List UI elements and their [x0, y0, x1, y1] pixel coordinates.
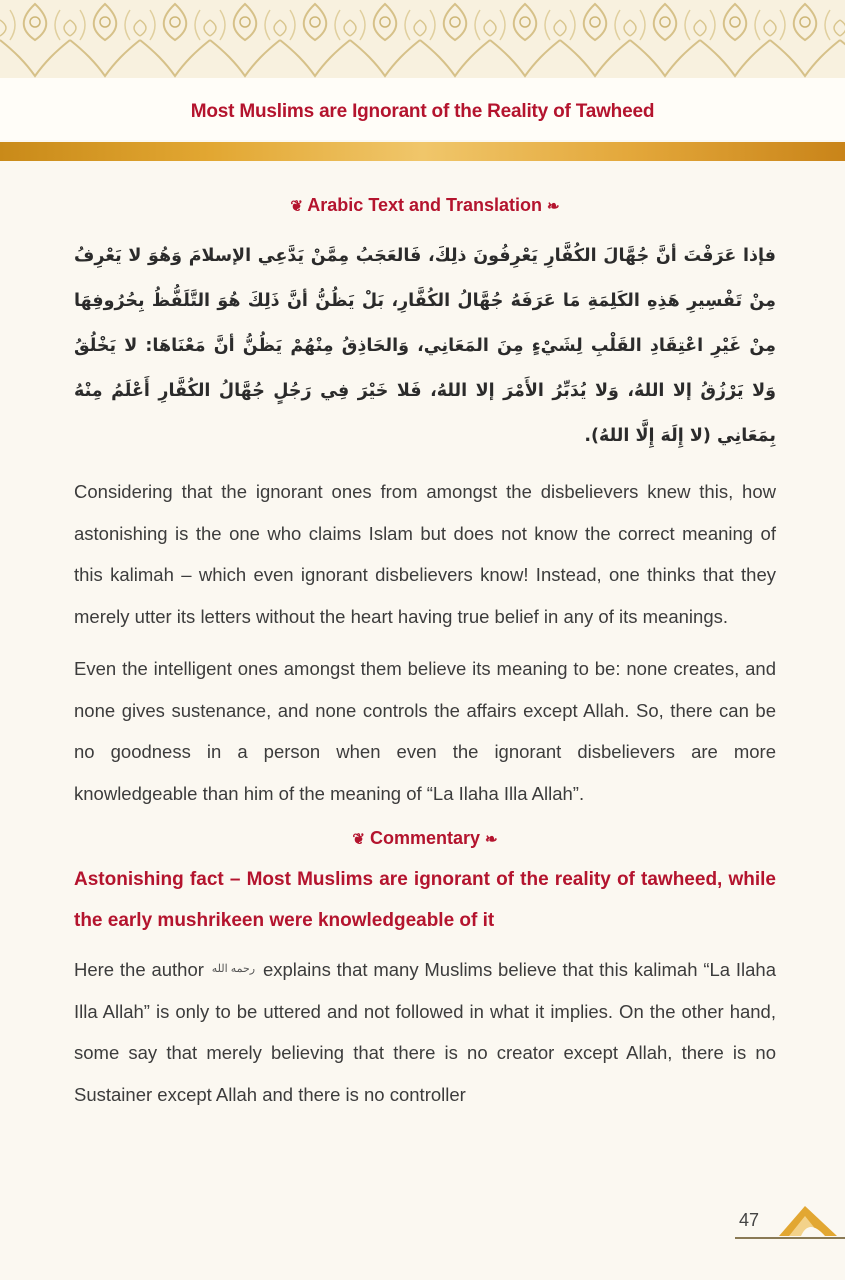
flourish-right-icon: ❧ — [547, 198, 560, 215]
translation-paragraph-1: Considering that the ignorant ones from amongst the disbelievers knew this, how astonishing is the one who claims Islam but does not know the correct meaning of this kalimah – which even ignorant disbelievers know! Instead, one thinks that they merely utter its letters without the heart having true belief in any of its meanings. — [74, 481, 776, 627]
flourish-right-icon: ❧ — [485, 831, 498, 848]
commentary-paragraph-rest: explains that many Muslims believe that this kalimah “La Ilaha Illa Allah” is only to be uttered and not followed in what it implies. On the other hand, some say that merely believing that there is no creator except Allah, there is no Sustainer except Allah and there is no controller — [74, 959, 777, 1105]
arabic-translation-heading-label: Arabic Text and Translation — [307, 195, 543, 215]
translation-paragraph-2: Even the intelligent ones amongst them believe its meaning to be: none creates, and none gives sustenance, and none controls the affairs except Allah. So, there can be no goodness in a person when even the ignorant disbelievers are more knowledgeable than him of the meaning of “La Ilaha Illa Allah”. — [74, 658, 776, 804]
page-number: 47 — [739, 1210, 760, 1230]
flourish-left-icon: ❦ — [352, 831, 365, 848]
commentary-subheading: Astonishing fact – Most Muslims are ignorant of the reality of tawheed, while the early mushrikeen were knowledgeable of it — [74, 869, 776, 931]
page-number-block — [735, 1200, 845, 1240]
arabesque-pattern-icon — [0, 0, 845, 78]
commentary-paragraph-start: Here the author — [74, 959, 204, 980]
commentary-heading — [74, 828, 776, 849]
arabic-translation-heading — [74, 195, 776, 216]
commentary-paragraph — [74, 949, 776, 1115]
page-tab-icon — [775, 1204, 841, 1238]
header-ornament-band — [0, 0, 845, 78]
page-content — [74, 195, 776, 1115]
honorific-glyph: رحمه الله — [211, 963, 256, 975]
gold-divider-bar — [0, 142, 845, 161]
arabic-text: فإذا عَرَفْتَ أنَّ جُهَّالَ الكُفَّارِ يَعْرِفُونَ ذلِكَ، فَالعَجَبُ مِمَّنْ يَدَّعِي الإسلامَ وَهُوَ لا يَعْرِفُ مِنْ تَفْسِيرِ هَذِهِ الكَلِمَةِ مَا عَرَفَهُ جُهَّالُ الكُفَّارِ، بَلْ يَظُنُّ أنَّ ذَلِكَ هُوَ التَّلَفُّظُ بِحُرُوفِهَا مِنْ غَيْرِ اعْتِقَادِ القَلْبِ لِشَيْءٍ مِنَ المَعَانِي، وَالحَاذِقُ مِنْهُمْ يَظُنُّ أنَّ مَعْنَاهَا: لا يَخْلُقُ وَلا يَرْزُقُ إلا اللهُ، وَلا يُدَبِّرُ الأَمْرَ إلا اللهُ، فَلا خَيْرَ فِي رَجُلٍ جُهَّالُ الكُفَّارِ أَعْلَمُ مِنْهُ بِمَعَانِي (لا إِلَهَ إِلَّا اللهُ). — [74, 246, 776, 446]
page-number-underline — [735, 1237, 845, 1239]
commentary-heading-label: Commentary — [369, 828, 481, 848]
page-title: Most Muslims are Ignorant of the Reality of Tawheed — [190, 101, 655, 122]
flourish-left-icon: ❦ — [290, 198, 303, 215]
